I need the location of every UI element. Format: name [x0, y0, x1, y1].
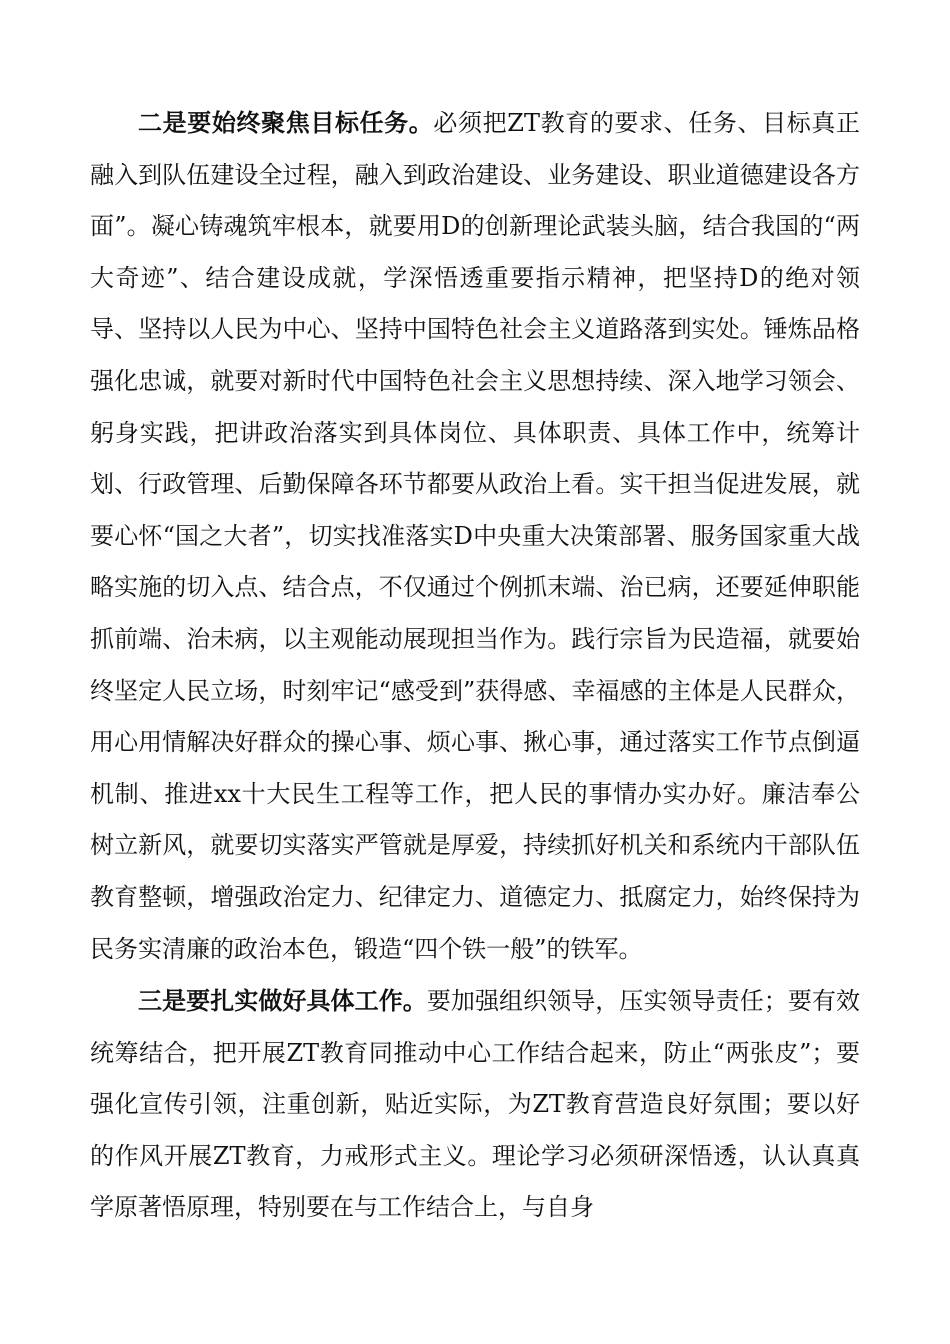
paragraph-lead-heading: 三是要扎实做好具体工作。 — [138, 986, 427, 1016]
paragraph-specific-work — [90, 975, 860, 1234]
document-body — [90, 97, 860, 1234]
paragraph-goal-tasks — [90, 97, 860, 975]
paragraph-lead-heading: 二是要始终聚焦目标任务。 — [138, 108, 434, 137]
paragraph-text: 必须把ZT教育的要求、任务、目标真正融入到队伍建设全过程，融入到政治建设、业务建设、职业道德建设各方面”。凝心铸魂筑牢根本，就要用D的创新理论武装头脑，结合我国的“两大奇迹”、结合建设成就，学深悟透重要指示精神，把坚持D的绝对领导、坚持以人民为中心、坚持中国特色社会主义道路落到实处。锤炼品格强化忠诚，就要对新时代中国特色社会主义思想持续、深入地学习领会、躬身实践，把讲政治落实到具体岗位、具体职责、具体工作中，统筹计划、行政管理、后勤保障各环节都要从政治上看。实干担当促进发展，就要心怀“国之大者”，切实找准落实D中央重大决策部署、服务国家重大战略实施的切入点、结合点，不仅通过个例抓末端、治已病，还要延伸职能抓前端、治未病，以主观能动展现担当作为。践行宗旨为民造福，就要始终坚定人民立场，时刻牢记“感受到”获得感、幸福感的主体是人民群众，用心用情解决好群众的操心事、烦心事、揪心事，通过落实工作节点倒逼机制、推进xx十大民生工程等工作，把人民的事情办实办好。廉洁奉公树立新风，就要切实落实严管就是厚爱，持续抓好机关和系统内干部队伍教育整顿，增强政治定力、纪律定力、道德定力、抵腐定力，始终保持为民务实清廉的政治本色，锻造“四个铁一般”的铁军。 — [90, 109, 860, 963]
paragraph-text: 要加强组织领导，压实领导责任；要有效统筹结合，把开展ZT教育同推动中心工作结合起来，防止“两张皮”；要强化宣传引领，注重创新，贴近实际，为ZT教育营造良好氛围；要以好的作风开展ZT教育，力戒形式主义。理论学习必须研深悟透，认认真真学原著悟原理，特别要在与工作结合上，与自身 — [90, 987, 860, 1222]
